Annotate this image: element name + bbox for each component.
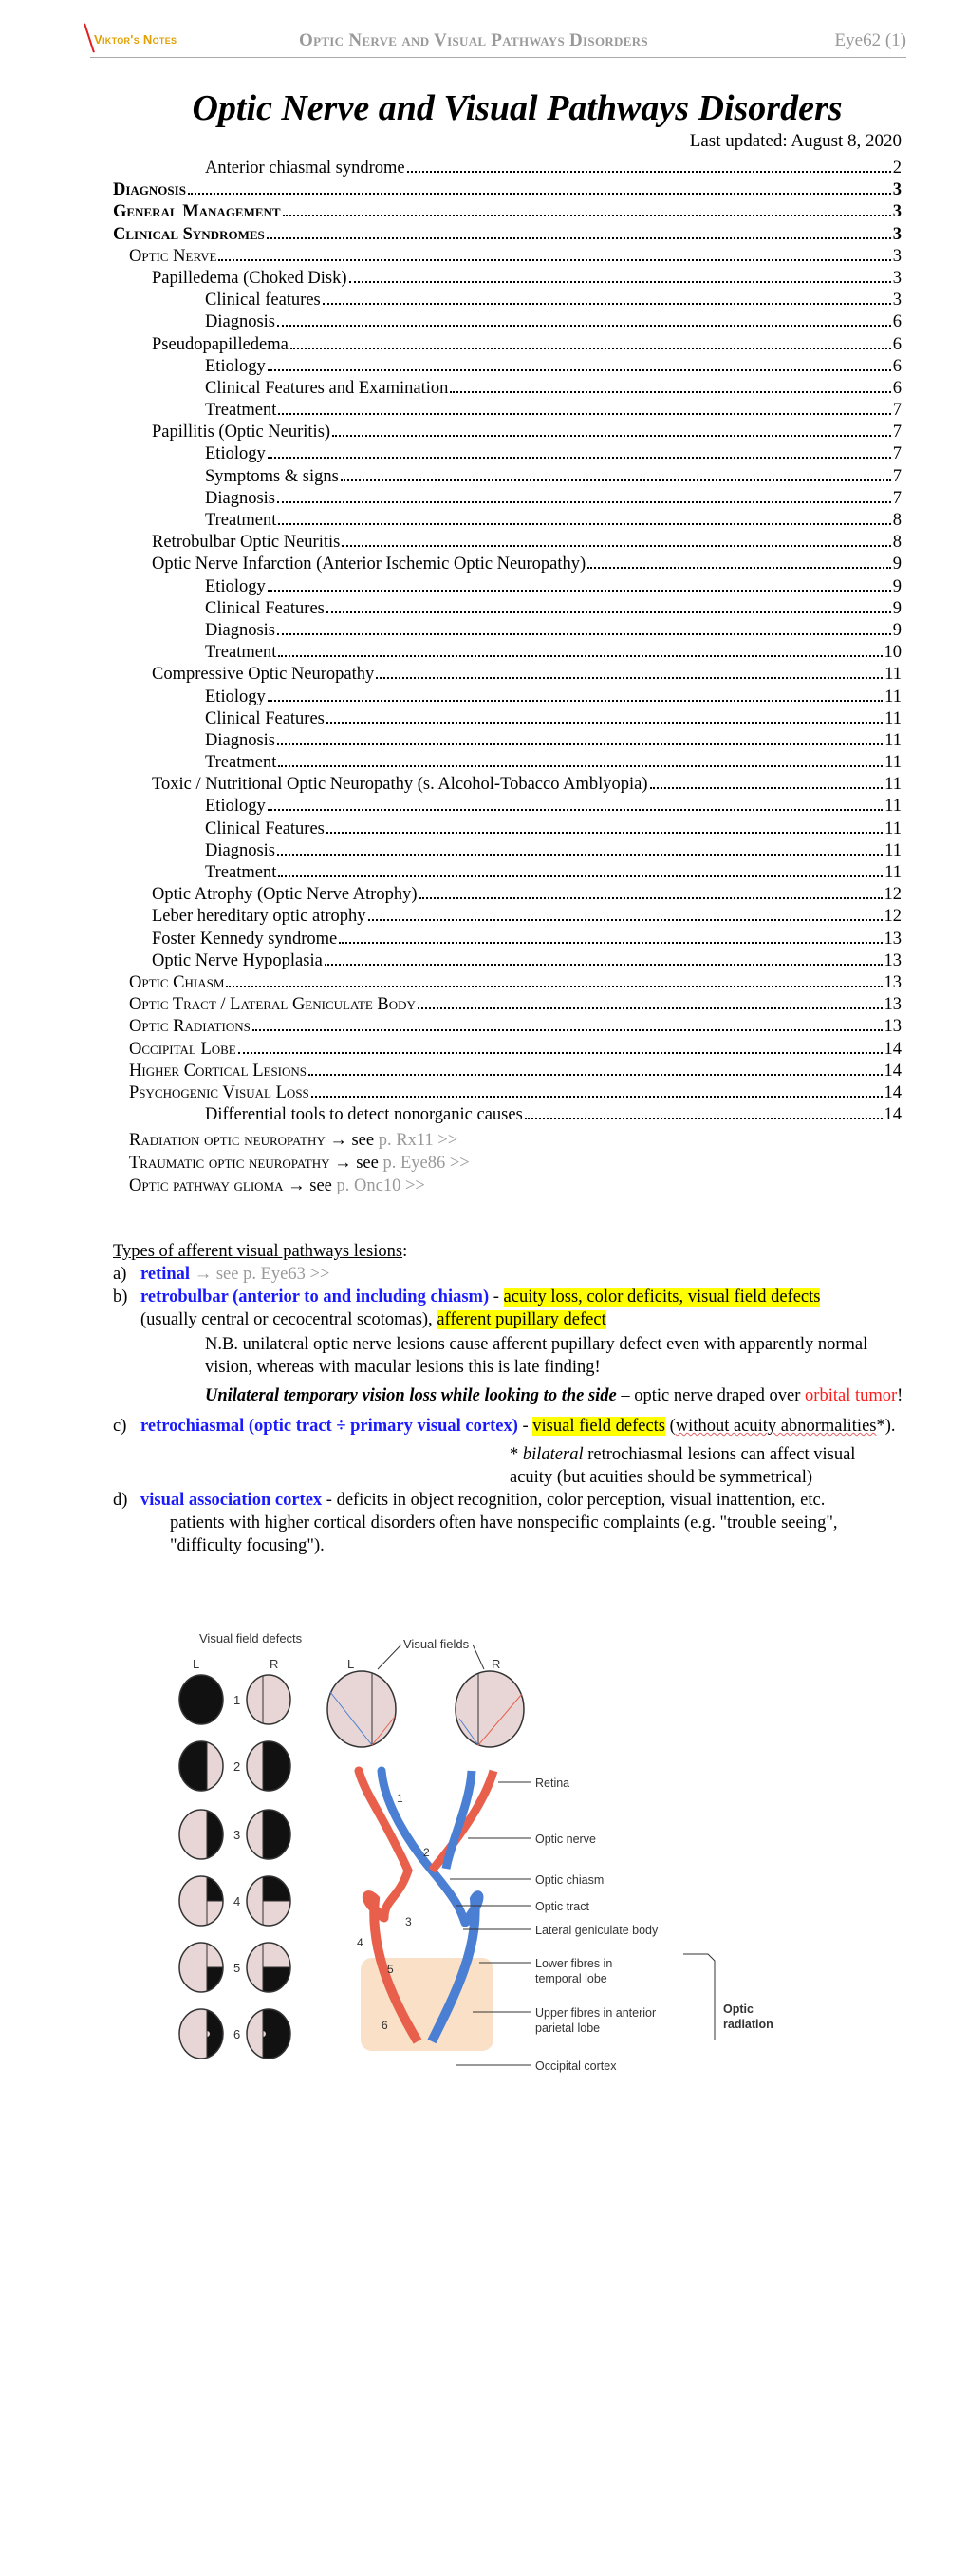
toc-entry[interactable] bbox=[113, 840, 902, 862]
page-header bbox=[90, 27, 906, 58]
see-link[interactable]: p. Rx11 >> bbox=[378, 1131, 458, 1150]
b-text: (usually central or cecocentral scotomas), bbox=[140, 1310, 437, 1329]
term-retinal: retinal bbox=[140, 1265, 191, 1284]
eye-L-label: L bbox=[347, 1657, 355, 1671]
visual-field-right bbox=[247, 1943, 301, 1996]
toc-entry-text: General Management bbox=[113, 202, 281, 222]
toc-leader bbox=[326, 722, 883, 724]
toc-page-number: 9 bbox=[892, 555, 902, 574]
toc-entry[interactable] bbox=[113, 400, 902, 422]
toc-entry-text: Anterior chiasmal syndrome bbox=[205, 159, 405, 178]
toc-entry-text: Differential tools to detect nonorganic causes bbox=[205, 1105, 523, 1125]
toc-page-number: 6 bbox=[892, 356, 902, 376]
toc-entry[interactable] bbox=[113, 620, 902, 642]
toc-leader bbox=[341, 479, 891, 481]
toc-page-number: 12 bbox=[884, 885, 902, 905]
toc-page-number: 8 bbox=[892, 533, 902, 553]
item-b bbox=[113, 1286, 910, 1308]
highlight: visual field defects bbox=[532, 1417, 666, 1436]
toc-entry[interactable] bbox=[113, 201, 902, 223]
toc-page-number: 6 bbox=[892, 378, 902, 398]
toc-leader bbox=[277, 743, 883, 745]
see-also-glioma[interactable] bbox=[129, 1175, 425, 1196]
toc-leader bbox=[418, 1007, 883, 1009]
last-updated: Last updated: August 8, 2020 bbox=[689, 131, 902, 151]
arrow-line bbox=[473, 1645, 484, 1669]
toc-leader bbox=[342, 545, 890, 547]
toc-page-number: 14 bbox=[884, 1039, 902, 1059]
visual-field-left bbox=[173, 1671, 230, 1728]
toc-entry[interactable] bbox=[113, 311, 902, 333]
toc-leader bbox=[277, 325, 891, 327]
toc-page-number: 3 bbox=[892, 291, 902, 310]
toc-entry[interactable] bbox=[113, 443, 902, 465]
note-text: – optic nerve draped over bbox=[616, 1386, 806, 1405]
toc-entry[interactable] bbox=[113, 862, 902, 884]
toc-entry[interactable] bbox=[113, 378, 902, 400]
toc-leader bbox=[650, 787, 884, 789]
red-text: orbital tumor bbox=[805, 1386, 898, 1405]
star: * bbox=[510, 1445, 523, 1464]
note-text: retrochiasmal lesions can affect visual acuity (but acuities should be symmetrical) bbox=[510, 1445, 856, 1487]
toc-leader bbox=[188, 193, 891, 195]
toc-entry-text: Symptoms & signs bbox=[205, 466, 339, 486]
see-topic: Radiation optic neuropathy bbox=[129, 1131, 326, 1150]
toc-entry-text: Etiology bbox=[205, 356, 266, 376]
toc-page-number: 14 bbox=[884, 1061, 902, 1081]
toc-page-number: 13 bbox=[884, 1017, 902, 1037]
lesions-section: Types of afferent visual pathways lesions: a) retinal → see p. Eye63 >> b) retrobulbar (anterior to and including chiasm) - acuity loss, color deficits, visual field defects (usually central or cecocentral scotomas), afferent pupillary defect N.B. unilateral optic nerve lesions cause afferent pupillary defect even with apparently normal vision, whereas with macular lesions this is late finding! Unilateral temporary vision loss while looking to the side – optic nerve draped over orbital tumor! c) retrochiasmal (optic tract ÷ primary visual cortex) - visual field defects (without acuity abnormalities*). * bilateral retrochiasmal lesions can affect visual acuity (but acuities should be symmetrical) d) visual association cortex - deficits in object recognition, color perception, visual inattention, etc. patients with higher cortical disorders often have nonspecific complaints (e.g. "trouble seeing", "difficulty focusing"). bbox=[113, 1240, 910, 1557]
anatomy-label: Optic tract bbox=[535, 1900, 589, 1913]
item-a bbox=[113, 1263, 910, 1286]
page-title: Optic Nerve and Visual Pathways Disorders bbox=[192, 88, 843, 128]
toc-entry-text: Diagnosis bbox=[205, 620, 275, 640]
toc-entry[interactable] bbox=[113, 686, 902, 708]
toc-page-number: 11 bbox=[884, 730, 902, 750]
toc-page-number: 11 bbox=[884, 863, 902, 882]
toc-leader bbox=[450, 391, 890, 393]
vfd-title: Visual field defects bbox=[199, 1631, 303, 1645]
toc-leader bbox=[525, 1118, 883, 1119]
toc-entry[interactable] bbox=[113, 752, 902, 774]
see-eye63-link[interactable]: → see p. Eye63 >> bbox=[194, 1265, 330, 1284]
toc-entry-text: Clinical features bbox=[205, 291, 321, 310]
toc-leader bbox=[308, 1074, 882, 1076]
toc-page-number: 7 bbox=[892, 444, 902, 464]
toc-leader bbox=[268, 457, 891, 459]
toc-entry-text: Retrobulbar Optic Neuritis bbox=[152, 533, 341, 553]
toc-entry-text: Clinical Syndromes bbox=[113, 224, 265, 244]
toc-entry[interactable] bbox=[113, 290, 902, 311]
toc-entry-text: Diagnosis bbox=[113, 180, 186, 200]
toc-entry[interactable] bbox=[113, 906, 902, 928]
toc-page-number: 12 bbox=[884, 907, 902, 927]
svg-text:1: 1 bbox=[397, 1792, 403, 1805]
toc-page-number: 3 bbox=[892, 246, 902, 266]
toc-entry[interactable] bbox=[113, 576, 902, 598]
toc-page-number: 11 bbox=[884, 775, 902, 795]
visual-field-defect-diagrams bbox=[173, 1671, 301, 2062]
squiggle-text: without acuity abnormalities bbox=[675, 1417, 877, 1436]
anatomy-label: Lateral geniculate body bbox=[535, 1924, 659, 1937]
table-of-contents bbox=[113, 158, 902, 1126]
toc-entry[interactable] bbox=[113, 708, 902, 730]
toc-entry-text: Treatment bbox=[205, 401, 277, 421]
toc-entry[interactable] bbox=[113, 224, 902, 246]
toc-leader bbox=[252, 1029, 883, 1031]
toc-entry-text: Etiology bbox=[205, 686, 266, 706]
toc-page-number: 11 bbox=[884, 753, 902, 773]
toc-entry-text: Higher Cortical Lesions bbox=[129, 1061, 307, 1081]
item-label: c) bbox=[113, 1417, 127, 1436]
toc-page-number: 11 bbox=[884, 818, 902, 838]
toc-entry[interactable] bbox=[113, 994, 902, 1016]
svg-text:5: 5 bbox=[387, 1963, 394, 1976]
toc-page-number: 7 bbox=[892, 423, 902, 442]
toc-entry[interactable] bbox=[113, 972, 902, 994]
toc-entry-text: Psychogenic Visual Loss bbox=[129, 1082, 309, 1102]
eye-R-label: R bbox=[492, 1657, 501, 1671]
anatomy-label: parietal lobe bbox=[535, 2021, 601, 2035]
toc-leader bbox=[268, 369, 891, 371]
toc-page-number: 11 bbox=[884, 708, 902, 728]
toc-entry-text: Diagnosis bbox=[205, 840, 275, 860]
toc-page-number: 9 bbox=[892, 576, 902, 596]
field-number: 2 bbox=[233, 1759, 241, 1774]
toc-leader bbox=[323, 303, 891, 305]
toc-page-number: 3 bbox=[892, 180, 902, 200]
toc-entry[interactable] bbox=[113, 1104, 902, 1126]
toc-entry-text: Occipital Lobe bbox=[129, 1039, 236, 1059]
toc-entry-text: Clinical Features bbox=[205, 708, 325, 728]
toc-entry-text: Foster Kennedy syndrome bbox=[152, 929, 338, 949]
field-number: 5 bbox=[233, 1961, 241, 1975]
toc-leader bbox=[277, 854, 883, 856]
anatomy-label: Retina bbox=[535, 1777, 570, 1790]
toc-entry[interactable] bbox=[113, 642, 902, 664]
toc-entry[interactable] bbox=[113, 488, 902, 510]
visual-field-right bbox=[247, 1738, 301, 1795]
toc-entry-text: Optic Nerve bbox=[129, 246, 217, 266]
toc-page-number: 9 bbox=[892, 620, 902, 640]
toc-page-number: 8 bbox=[892, 511, 902, 530]
toc-entry-text: Pseudopapilledema bbox=[152, 334, 289, 354]
toc-entry-text: Etiology bbox=[205, 797, 266, 817]
optic-radiation-label-1: Optic bbox=[723, 2003, 754, 2016]
toc-entry-text: Toxic / Nutritional Optic Neuropathy (s. Alcohol-Tobacco Amblyopia) bbox=[152, 775, 648, 795]
toc-entry[interactable] bbox=[113, 730, 902, 752]
toc-entry[interactable] bbox=[113, 950, 902, 972]
toc-entry[interactable] bbox=[113, 884, 902, 906]
toc-entry-text: Clinical Features bbox=[205, 598, 325, 618]
dash: - bbox=[489, 1288, 504, 1307]
see-also-traumatic[interactable] bbox=[129, 1153, 470, 1174]
toc-leader bbox=[226, 986, 882, 987]
toc-entry[interactable] bbox=[113, 356, 902, 378]
toc-entry[interactable] bbox=[113, 246, 902, 268]
svg-text:3: 3 bbox=[405, 1915, 412, 1928]
toc-page-number: 9 bbox=[892, 598, 902, 618]
toc-entry-text: Papillitis (Optic Neuritis) bbox=[152, 423, 331, 442]
note-italic: bilateral bbox=[522, 1445, 584, 1464]
toc-page-number: 13 bbox=[884, 929, 902, 949]
visual-field-right bbox=[247, 2005, 301, 2062]
see-topic: Optic pathway glioma bbox=[129, 1176, 284, 1195]
toc-entry-text: Diagnosis bbox=[205, 730, 275, 750]
eye-right bbox=[456, 1671, 524, 1747]
toc-page-number: 11 bbox=[884, 686, 902, 706]
toc-page-number: 11 bbox=[884, 665, 902, 685]
optic-radiation-label-2: radiation bbox=[723, 2018, 773, 2031]
toc-leader bbox=[332, 435, 891, 437]
toc-entry[interactable] bbox=[113, 929, 902, 950]
toc-entry[interactable] bbox=[113, 774, 902, 796]
toc-page-number: 14 bbox=[884, 1082, 902, 1102]
toc-leader bbox=[283, 215, 891, 216]
item-d bbox=[113, 1489, 910, 1512]
toc-entry-text: Treatment bbox=[205, 863, 277, 882]
toc-leader bbox=[325, 964, 883, 966]
toc-page-number: 10 bbox=[884, 643, 902, 663]
toc-leader bbox=[268, 590, 891, 592]
anatomy-label: Optic chiasm bbox=[535, 1873, 605, 1887]
field-number: 6 bbox=[233, 2027, 241, 2041]
toc-entry-text: Optic Radiations bbox=[129, 1017, 251, 1037]
field-number: 3 bbox=[233, 1828, 241, 1842]
toc-page-number: 13 bbox=[884, 950, 902, 970]
toc-page-number: 7 bbox=[892, 488, 902, 508]
toc-leader bbox=[268, 700, 883, 702]
toc-entry-text: Clinical Features and Examination bbox=[205, 378, 449, 398]
toc-entry[interactable] bbox=[113, 796, 902, 818]
toc-leader bbox=[267, 237, 891, 239]
toc-page-number: 2 bbox=[892, 159, 902, 178]
toc-entry-text: Diagnosis bbox=[205, 312, 275, 332]
anatomy-label: Optic nerve bbox=[535, 1833, 596, 1846]
visual-field-right bbox=[247, 1872, 301, 1926]
toc-page-number: 14 bbox=[884, 1105, 902, 1125]
toc-leader bbox=[218, 259, 890, 261]
toc-leader bbox=[268, 809, 883, 811]
toc-entry-text: Treatment bbox=[205, 511, 277, 530]
term-association-cortex: visual association cortex bbox=[140, 1491, 323, 1510]
toc-entry-text: Etiology bbox=[205, 444, 266, 464]
toc-entry[interactable] bbox=[113, 532, 902, 554]
toc-page-number: 3 bbox=[892, 202, 902, 222]
item-label: d) bbox=[113, 1491, 128, 1510]
toc-leader bbox=[278, 875, 883, 877]
toc-page-number: 13 bbox=[884, 995, 902, 1015]
toc-entry-text: Leber hereditary optic atrophy bbox=[152, 907, 366, 927]
anatomy-label: Occipital cortex bbox=[535, 2059, 617, 2073]
svg-text:6: 6 bbox=[382, 2019, 388, 2032]
toc-entry[interactable] bbox=[113, 1082, 902, 1104]
toc-leader bbox=[278, 765, 883, 767]
visual-field-left bbox=[173, 1738, 223, 1795]
toc-leader bbox=[419, 897, 883, 899]
anatomy-label: Upper fibres in anterior bbox=[535, 2006, 657, 2020]
toc-leader bbox=[376, 677, 883, 679]
toc-leader bbox=[278, 413, 890, 415]
toc-page-number: 3 bbox=[892, 224, 902, 244]
see-arrow: → see bbox=[329, 1131, 375, 1150]
field-number: 4 bbox=[233, 1894, 241, 1908]
visual-pathway-figure bbox=[171, 1614, 911, 2089]
toc-page-number: 6 bbox=[892, 334, 902, 354]
toc-page-number: 7 bbox=[892, 401, 902, 421]
toc-leader bbox=[326, 832, 883, 834]
d-text2: patients with higher cortical disorders often have nonspecific complaints (e.g. "trouble seeing", "difficulty focusing"). bbox=[170, 1514, 838, 1555]
toc-entry[interactable] bbox=[113, 268, 902, 290]
header-page-ref: Eye62 (1) bbox=[834, 30, 906, 50]
term-retrobulbar: retrobulbar (anterior to and including chiasm) bbox=[140, 1288, 490, 1307]
anatomy-label: temporal lobe bbox=[535, 1972, 607, 1985]
toc-entry[interactable] bbox=[113, 466, 902, 488]
toc-leader bbox=[587, 567, 891, 569]
note-end: ! bbox=[897, 1386, 903, 1405]
toc-entry-text: Treatment bbox=[205, 643, 277, 663]
toc-entry[interactable] bbox=[113, 664, 902, 686]
toc-entry[interactable] bbox=[113, 510, 902, 532]
toc-entry[interactable] bbox=[113, 554, 902, 575]
item-label: a) bbox=[113, 1265, 127, 1284]
see-link[interactable]: p. Onc10 >> bbox=[336, 1176, 425, 1195]
header-title: Optic Nerve and Visual Pathways Disorders bbox=[299, 30, 648, 50]
term-retrochiasmal: retrochiasmal (optic tract ÷ primary visual cortex) bbox=[140, 1417, 518, 1436]
toc-leader bbox=[407, 171, 891, 173]
see-also-radiation[interactable] bbox=[129, 1130, 457, 1151]
visual-field-right bbox=[247, 1675, 290, 1724]
toc-page-number: 11 bbox=[884, 797, 902, 817]
toc-leader bbox=[349, 281, 891, 283]
visual-field-right bbox=[247, 1806, 301, 1863]
toc-leader bbox=[277, 501, 891, 503]
visual-fields-label: Visual fields bbox=[403, 1637, 470, 1651]
toc-entry[interactable] bbox=[113, 818, 902, 840]
see-arrow: → see bbox=[288, 1176, 332, 1195]
toc-entry[interactable] bbox=[113, 1039, 902, 1061]
toc-page-number: 11 bbox=[884, 840, 902, 860]
lesions-heading: Types of afferent visual pathways lesions bbox=[113, 1242, 403, 1261]
see-arrow: → see bbox=[334, 1154, 379, 1173]
toc-entry-text: Papilledema (Choked Disk) bbox=[152, 268, 347, 288]
svg-text:4: 4 bbox=[357, 1936, 363, 1949]
label-L: L bbox=[193, 1657, 200, 1671]
toc-leader bbox=[290, 348, 891, 349]
toc-entry[interactable] bbox=[113, 422, 902, 443]
toc-entry[interactable] bbox=[113, 179, 902, 201]
toc-page-number: 13 bbox=[884, 972, 902, 992]
toc-leader bbox=[277, 633, 891, 635]
toc-page-number: 7 bbox=[892, 466, 902, 486]
arrow-line bbox=[378, 1645, 401, 1669]
d-text: - deficits in object recognition, color perception, visual inattention, etc. bbox=[322, 1491, 826, 1510]
toc-leader bbox=[311, 1096, 883, 1098]
italic-note: Unilateral temporary vision loss while looking to the side bbox=[205, 1386, 617, 1405]
toc-page-number: 6 bbox=[892, 312, 902, 332]
toc-leader bbox=[368, 919, 883, 921]
svg-text:2: 2 bbox=[423, 1846, 430, 1859]
toc-entry[interactable] bbox=[113, 158, 902, 179]
bracket bbox=[683, 1954, 715, 2040]
toc-entry-text: Optic Nerve Hypoplasia bbox=[152, 950, 323, 970]
toc-entry[interactable] bbox=[113, 334, 902, 356]
dash: - bbox=[517, 1417, 533, 1436]
highlight: afferent pupillary defect bbox=[437, 1310, 606, 1329]
toc-entry-text: Treatment bbox=[205, 753, 277, 773]
toc-entry-text: Clinical Features bbox=[205, 818, 325, 838]
paren: *). bbox=[876, 1417, 896, 1436]
label-R: R bbox=[270, 1657, 279, 1671]
toc-entry-text: Optic Atrophy (Optic Nerve Atrophy) bbox=[152, 885, 418, 905]
anatomy-label: Lower fibres in bbox=[535, 1957, 613, 1970]
highlight: acuity loss, color deficits, visual field defects bbox=[503, 1288, 821, 1307]
toc-entry-text: Compressive Optic Neuropathy bbox=[152, 665, 375, 685]
toc-entry-text: Etiology bbox=[205, 576, 266, 596]
eye-left bbox=[327, 1671, 396, 1747]
field-number: 1 bbox=[233, 1693, 241, 1707]
nb-note: N.B. unilateral optic nerve lesions cause afferent pupillary defect even with apparently normal vision, whereas with macular lesions this is late finding! bbox=[205, 1335, 868, 1377]
paren: ( bbox=[665, 1417, 676, 1436]
logo: Viktor's Notes bbox=[94, 32, 177, 47]
item-label: b) bbox=[113, 1288, 128, 1307]
toc-entry-text: Optic Chiasm bbox=[129, 972, 225, 992]
toc-entry-text: Diagnosis bbox=[205, 488, 275, 508]
toc-leader bbox=[278, 523, 890, 525]
toc-entry-text: Optic Tract / Lateral Geniculate Body bbox=[129, 995, 416, 1015]
see-topic: Traumatic optic neuropathy bbox=[129, 1154, 330, 1173]
toc-leader bbox=[278, 655, 882, 657]
toc-entry[interactable] bbox=[113, 1061, 902, 1082]
toc-entry[interactable] bbox=[113, 598, 902, 620]
see-link[interactable]: p. Eye86 >> bbox=[382, 1154, 470, 1173]
toc-entry[interactable] bbox=[113, 1016, 902, 1038]
toc-leader bbox=[339, 942, 882, 944]
item-c bbox=[113, 1415, 910, 1438]
toc-leader bbox=[326, 611, 891, 613]
toc-page-number: 3 bbox=[892, 268, 902, 288]
toc-leader bbox=[238, 1052, 883, 1054]
toc-entry-text: Optic Nerve Infarction (Anterior Ischemic Optic Neuropathy) bbox=[152, 555, 586, 574]
